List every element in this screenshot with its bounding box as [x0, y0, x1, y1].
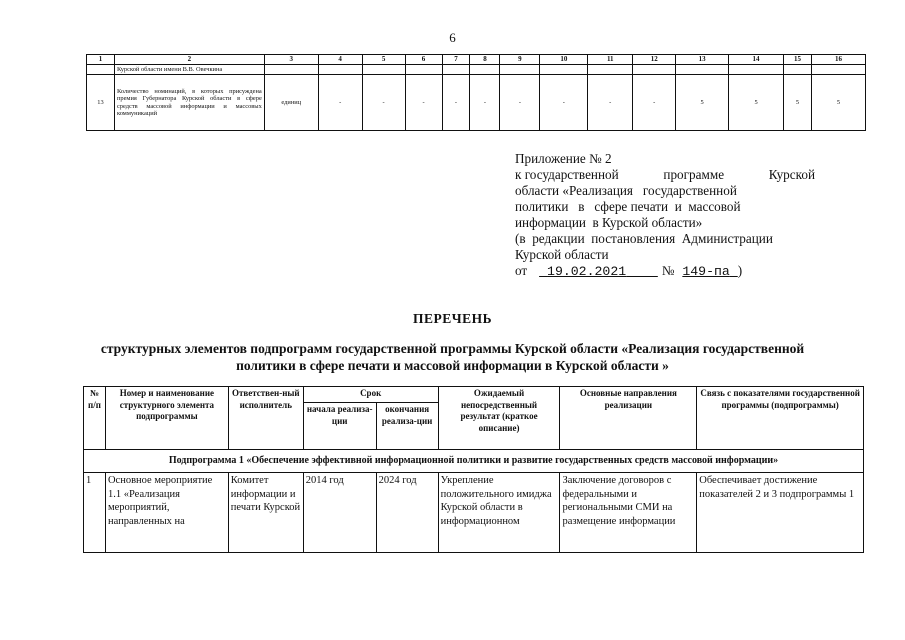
page-number: 6 — [449, 30, 456, 45]
table-row — [84, 473, 864, 553]
value-cell: - — [588, 75, 633, 131]
column-number: 6 — [405, 55, 442, 65]
column-number: 5 — [362, 55, 405, 65]
header-term-end: окончания реализа-ции — [376, 403, 438, 450]
column-numbers-row — [87, 55, 866, 65]
column-number: 9 — [500, 55, 540, 65]
value-cell: - — [318, 75, 362, 131]
term-start-cell: 2014 год — [303, 473, 376, 553]
header-num: № п/п — [84, 387, 106, 450]
executor-cell: Комитет информации и печати Курской — [228, 473, 303, 553]
value-cell: - — [540, 75, 588, 131]
value-cell: 5 — [676, 75, 729, 131]
appendix-line — [515, 167, 815, 183]
value-cell: 5 — [729, 75, 784, 131]
decree-date-line — [515, 263, 815, 280]
column-number: 11 — [588, 55, 633, 65]
appendix-line: области «Реализация государственной — [515, 183, 737, 198]
decree-number: 149-па — [682, 264, 730, 279]
table-row — [87, 65, 866, 75]
value-cell: - — [470, 75, 500, 131]
header-name: Номер и наименование структурного элемента подпрограммы — [105, 387, 228, 450]
column-number: 3 — [264, 55, 318, 65]
column-number: 15 — [784, 55, 812, 65]
close-paren: ) — [737, 263, 743, 278]
structural-elements-table — [83, 386, 864, 553]
column-number: 1 — [87, 55, 115, 65]
decree-date: 19.02.2021 — [547, 264, 627, 279]
column-number: 7 — [442, 55, 470, 65]
appendix-line: Курской области — [515, 247, 609, 262]
column-number: 4 — [318, 55, 362, 65]
column-number: 16 — [811, 55, 865, 65]
subprogram-row — [84, 450, 864, 473]
indicators-table-continuation — [86, 54, 866, 131]
header-directions: Основные направления реализации — [560, 387, 697, 450]
header-term: Срок — [303, 387, 438, 403]
header-term-start: начала реализа-ции — [303, 403, 376, 450]
row-number: 1 — [84, 473, 106, 553]
appendix-title: Приложение № 2 — [515, 151, 612, 166]
date-prefix: от — [515, 263, 528, 278]
page-subtitle: структурных элементов подпрограмм государственной программы Курской области «Реализация государственной политики в сфере печати и массовой информации в Курской области » — [100, 341, 805, 373]
link-cell: Обеспечивает достижение показателей 2 и 3 подпрограммы 1 — [697, 473, 864, 553]
page-title: ПЕРЕЧЕНЬ — [412, 311, 493, 326]
table-row — [87, 75, 866, 131]
value-cell: 5 — [784, 75, 812, 131]
appendix-line: информации в Курской области» — [515, 215, 703, 230]
column-number: 14 — [729, 55, 784, 65]
header-executor: Ответствен-ный исполнитель — [228, 387, 303, 450]
result-cell: Укрепление положительного имиджа Курской области в информационном — [438, 473, 560, 553]
header-link: Связь с показателями государственной программы (подпрограммы) — [697, 387, 864, 450]
value-cell: - — [500, 75, 540, 131]
value-cell: - — [405, 75, 442, 131]
indicator-name: Количество номинаций, в которых присуждена премия Губернатора Курской области в сфере средств массовой информации и массовых коммуникаций — [114, 75, 264, 131]
header-result: Ожидаемый непосредственный результат (краткое описание) — [438, 387, 560, 450]
column-number: 12 — [633, 55, 676, 65]
value-cell: 5 — [811, 75, 865, 131]
unit-cell: единиц — [264, 75, 318, 131]
value-cell: - — [633, 75, 676, 131]
number-label: № — [661, 263, 675, 278]
column-number: 8 — [470, 55, 500, 65]
row-number: 13 — [87, 75, 115, 131]
subprogram-title: Подпрограмма 1 «Обеспечение эффективной информационной политики и развитие государственных средств массовой информации» — [84, 450, 864, 473]
column-number: 2 — [114, 55, 264, 65]
appendix-block — [515, 151, 815, 280]
appendix-word: Курской — [768, 167, 815, 182]
term-end-cell: 2024 год — [376, 473, 438, 553]
indicator-continuation-text: Курской области имени В.В. Овечкина — [114, 65, 264, 75]
column-number: 13 — [676, 55, 729, 65]
column-number: 10 — [540, 55, 588, 65]
appendix-word: к государственной — [515, 167, 619, 182]
header-row — [84, 387, 864, 403]
directions-cell: Заключение договоров с федеральными и региональными СМИ на размещение информации — [560, 473, 697, 553]
value-cell: - — [362, 75, 405, 131]
value-cell: - — [442, 75, 470, 131]
appendix-line: (в редакции постановления Администрации — [515, 231, 773, 246]
appendix-word: программе — [663, 167, 725, 182]
element-name: Основное мероприятие 1.1 «Реализация мероприятий, направленных на — [105, 473, 228, 553]
appendix-line: политики в сфере печати и массовой — [515, 199, 741, 214]
